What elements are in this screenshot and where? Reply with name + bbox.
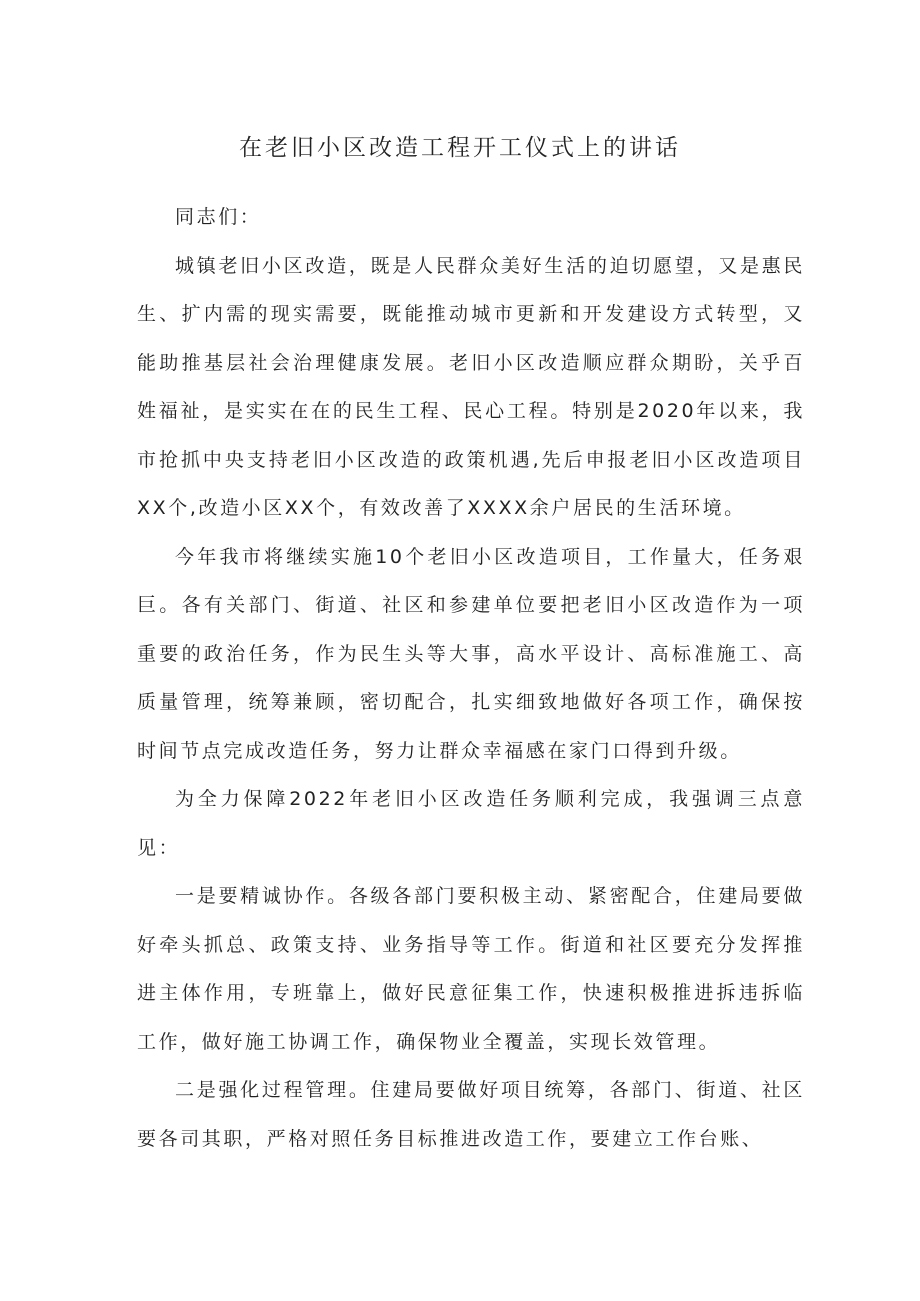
paragraph: 今年我市将继续实施10个老旧小区改造项目，工作量大，任务艰巨。各有关部门、街道、社区和参建单位要把老旧小区改造作为一项重要的政治任务，作为民生头等大事，高水平设计、高标准施工、高质量管理，统筹兼顾，密切配合，扎实细致地做好各项工作，确保按时间节点完成改造任务，努力让群众幸福感在家门口得到升级。 xyxy=(137,545,805,762)
paragraph: 城镇老旧小区改造，既是人民群众美好生活的迫切愿望，又是惠民生、扩内需的现实需要，既能推动城市更新和开发建设方式转型，又能助推基层社会治理健康发展。老旧小区改造顺应群众期盼，关乎百姓福祉，是实实在在的民生工程、民心工程。特别是2020年以来，我市抢抓中央支持老旧小区改造的政策机遇,先后申报老旧小区改造项目XX个,改造小区XX个，有效改善了XXXX余户居民的生活环境。 xyxy=(137,254,805,519)
paragraph: 为全力保障2022年老旧小区改造任务顺利完成，我强调三点意见： xyxy=(137,788,805,859)
paragraph: 二是强化过程管理。住建局要做好项目统筹，各部门、街道、社区要各司其职，严格对照任务目标推进改造工作，要建立工作台账、 xyxy=(137,1079,805,1150)
document-body xyxy=(137,193,805,1163)
salutation: 同志们： xyxy=(175,206,262,228)
document-title: 在老旧小区改造工程开工仪式上的讲话 xyxy=(239,135,681,161)
paragraph: 一是要精诚协作。各级各部门要积极主动、紧密配合，住建局要做好牵头抓总、政策支持、业务指导等工作。街道和社区要充分发挥推进主体作用，专班靠上，做好民意征集工作，快速积极推进拆违拆临工作，做好施工协调工作，确保物业全覆盖，实现长效管理。 xyxy=(137,885,805,1053)
